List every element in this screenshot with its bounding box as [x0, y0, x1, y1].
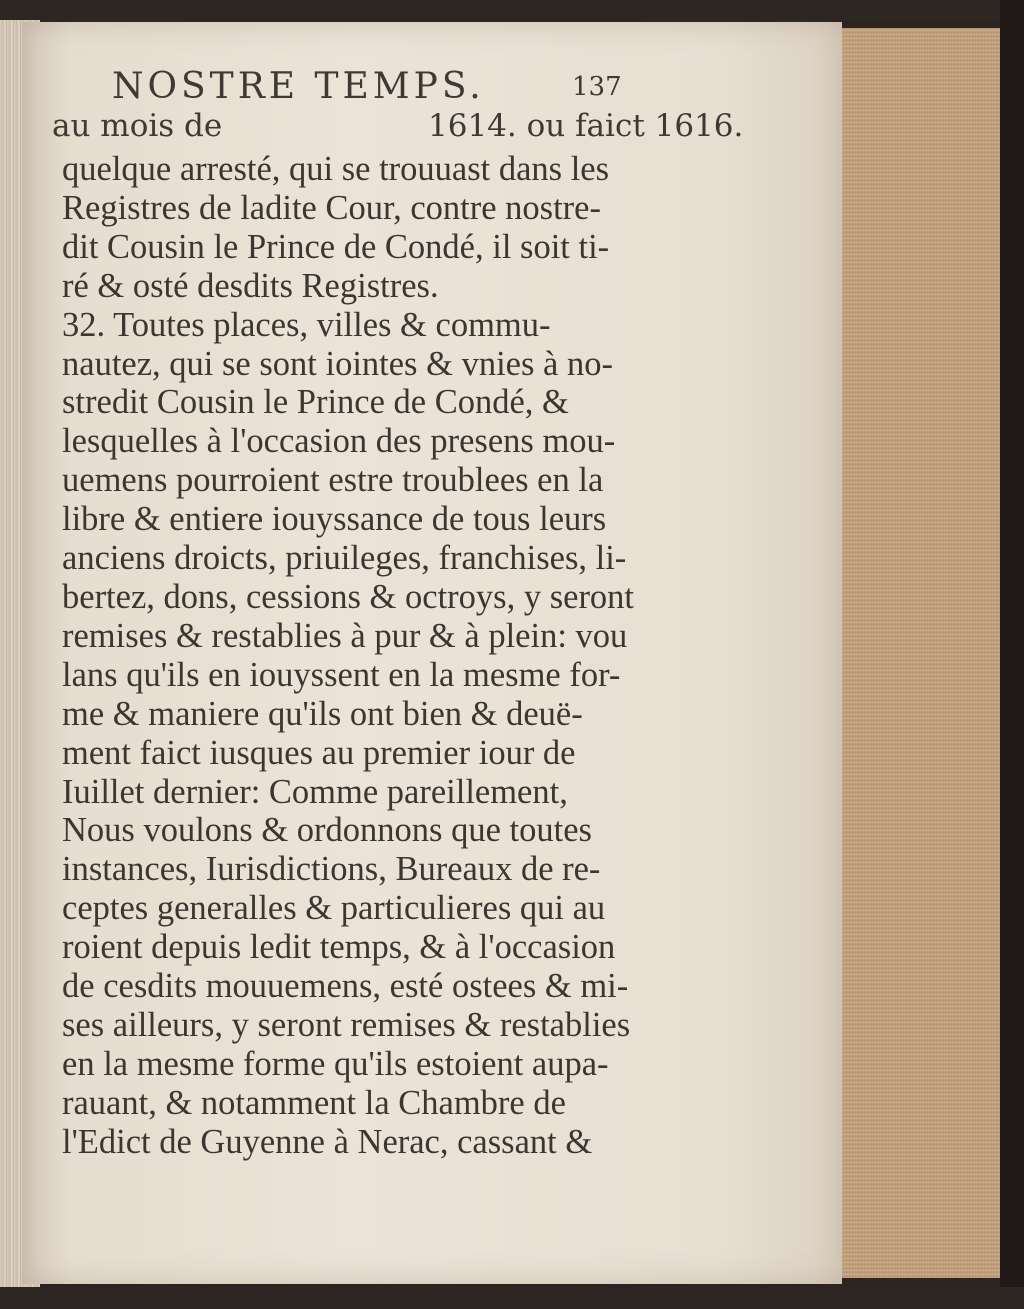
text-line: me & maniere qu'ils ont bien & deuë- [62, 694, 583, 733]
text-line: instances, Iurisdictions, Bureaux de re- [62, 850, 601, 889]
text-line: libre & entiere iouyssance de tous leurs [62, 500, 607, 539]
text-line: ceptes generalles & particulieres qui au [62, 889, 606, 928]
text-line: uemens pourroient estre troublees en la [62, 461, 604, 500]
text-line: ment faict iusques au premier iour de [62, 733, 576, 772]
bottom-background [0, 1287, 1024, 1309]
text-line: anciens droicts, priuileges, franchises, li- [62, 539, 627, 578]
text-line: roient depuis ledit temps, & à l'occasion [62, 928, 616, 967]
text-line: l'Edict de Guyenne à Nerac, cassant & [62, 1122, 593, 1161]
text-line: remises & restablies à pur & à plein: vou [62, 616, 628, 655]
top-background [0, 0, 1024, 22]
text-line: lesquelles à l'occasion des presens mou- [62, 422, 616, 461]
text-line: de cesdits mouuemens, esté ostees & mi- [62, 967, 629, 1006]
text-line: ses ailleurs, y seront remises & restablies [62, 1005, 631, 1044]
dateline-right: 1614. ou faict 1616. [428, 108, 744, 144]
text-line: bertez, dons, cessions & octroys, y seront [62, 577, 635, 616]
text-line: stredit Cousin le Prince de Condé, & [62, 383, 569, 422]
text-line: Iuillet dernier: Comme pareillement, [62, 772, 568, 811]
text-line: Registres de ladite Cour, contre nostre- [62, 188, 601, 227]
text-line: 32. Toutes places, villes & commu- [62, 305, 551, 344]
dateline-left: au mois de [52, 108, 223, 144]
text-line: en la mesme forme qu'ils estoient aupa- [62, 1044, 609, 1083]
body-text [62, 150, 634, 1162]
text-line: nautez, qui se sont iointes & vnies à no- [62, 344, 613, 383]
text-line: quelque arresté, qui se trouuast dans les [62, 150, 610, 188]
text-line: ré & osté desdits Registres. [62, 266, 439, 305]
running-title: NOSTRE TEMPS. [112, 66, 485, 107]
page-number: 137 [572, 72, 622, 102]
text-line: lans qu'ils en iouyssent en la mesme for- [62, 655, 621, 694]
text-line: Nous voulons & ordonnons que toutes [62, 811, 592, 850]
text-line: dit Cousin le Prince de Condé, il soit ti- [62, 227, 610, 266]
fore-edge [835, 28, 1009, 1278]
right-background [1000, 0, 1024, 1309]
text-line: rauant, & notamment la Chambre de [62, 1083, 566, 1122]
